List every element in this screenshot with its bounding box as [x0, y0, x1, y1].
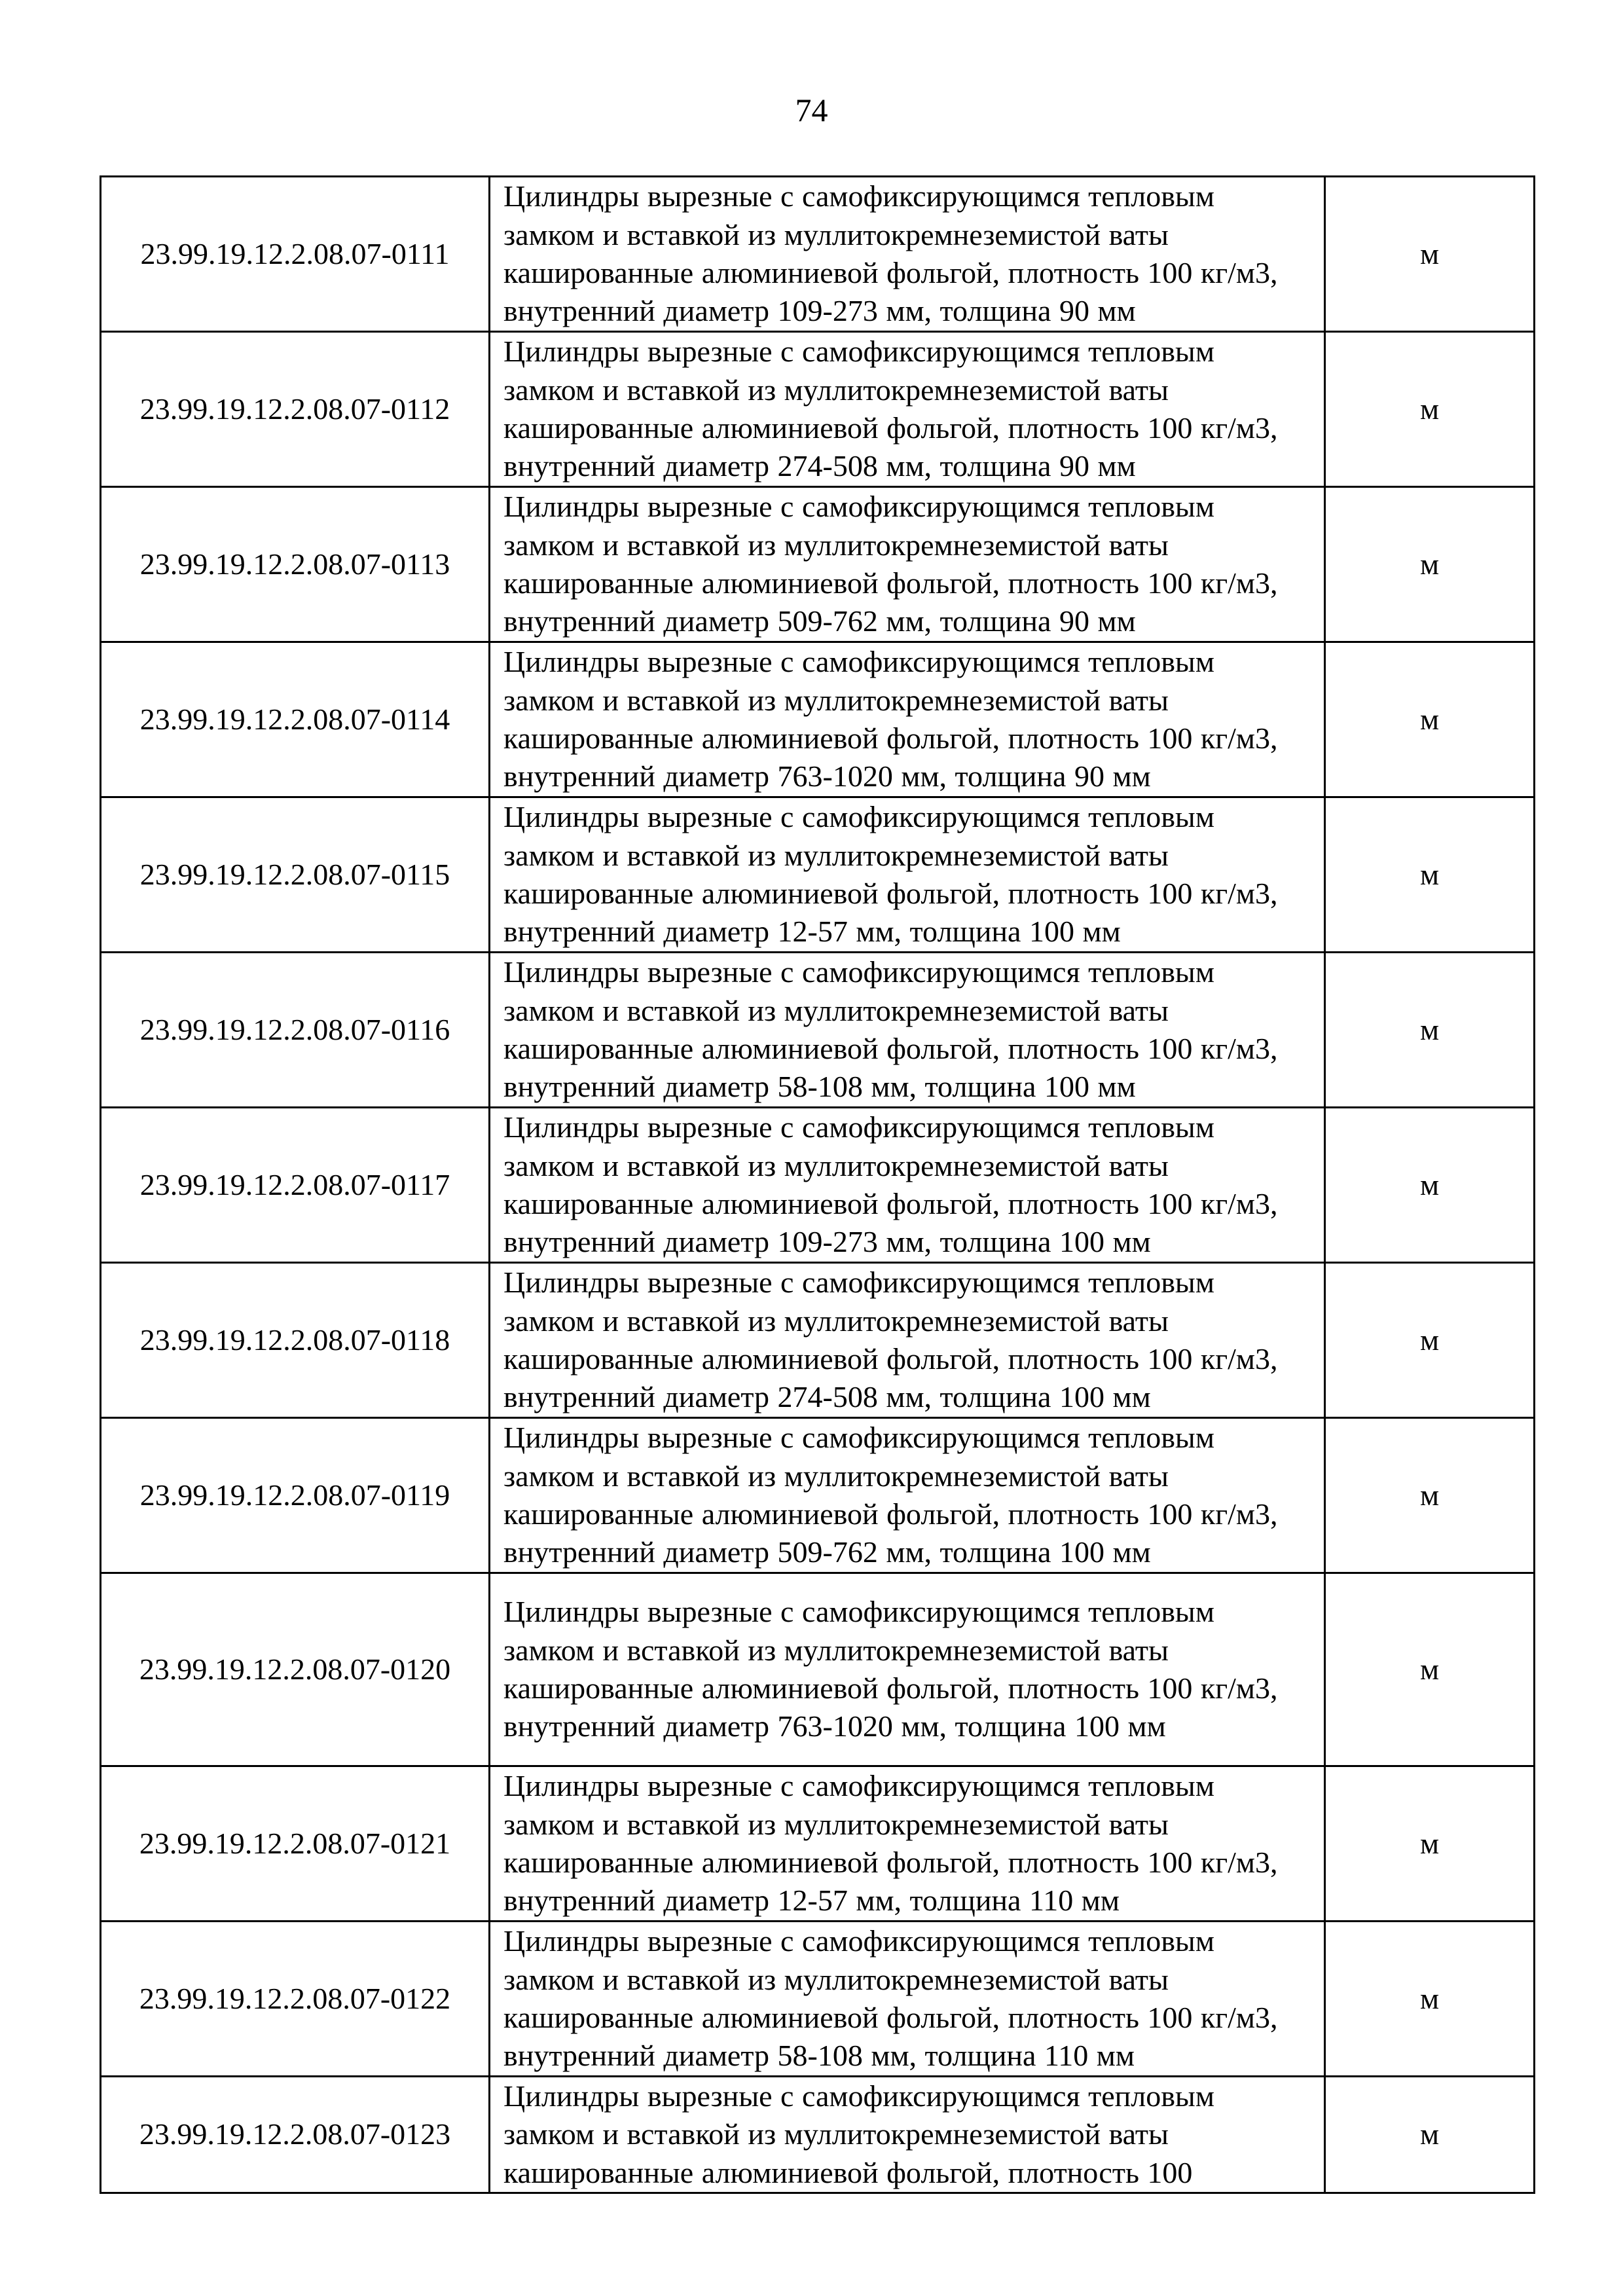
table-row — [101, 1263, 1535, 1418]
resource-code: 23.99.19.12.2.08.07-0123 — [101, 2077, 490, 2193]
resource-description: Цилиндры вырезные с самофиксирующимся тепловым замком и вставкой из муллитокремнеземистой ваты кашированные алюминиевой фольгой, плотность 100 кг/м3, внутренний диаметр 763-1020 мм, толщина 90 мм — [490, 642, 1325, 797]
table-row — [101, 642, 1535, 797]
unit-of-measure: м — [1325, 487, 1535, 642]
unit-of-measure: м — [1325, 2077, 1535, 2193]
unit-of-measure: м — [1325, 177, 1535, 332]
resource-code: 23.99.19.12.2.08.07-0114 — [101, 642, 490, 797]
table-row — [101, 1766, 1535, 1922]
table-row — [101, 1108, 1535, 1263]
unit-of-measure: м — [1325, 1766, 1535, 1922]
resource-code: 23.99.19.12.2.08.07-0119 — [101, 1418, 490, 1573]
resource-description: Цилиндры вырезные с самофиксирующимся тепловым замком и вставкой из муллитокремнеземистой ваты кашированные алюминиевой фольгой, плотность 100 кг/м3, внутренний диаметр 109-273 мм, толщина 100 мм — [490, 1108, 1325, 1263]
table-row — [101, 1922, 1535, 2077]
unit-of-measure: м — [1325, 1418, 1535, 1573]
page-number: 74 — [795, 92, 828, 128]
table-row — [101, 797, 1535, 953]
resource-code: 23.99.19.12.2.08.07-0120 — [101, 1573, 490, 1766]
resource-description: Цилиндры вырезные с самофиксирующимся тепловым замком и вставкой из муллитокремнеземистой ваты кашированные алюминиевой фольгой, плотность 100 — [490, 2077, 1325, 2193]
unit-of-measure: м — [1325, 1108, 1535, 1263]
unit-of-measure: м — [1325, 1922, 1535, 2077]
resource-description: Цилиндры вырезные с самофиксирующимся тепловым замком и вставкой из муллитокремнеземистой ваты кашированные алюминиевой фольгой, плотность 100 кг/м3, внутренний диаметр 12-57 мм, толщина 110 мм — [490, 1766, 1325, 1922]
resource-code: 23.99.19.12.2.08.07-0118 — [101, 1263, 490, 1418]
unit-of-measure: м — [1325, 953, 1535, 1108]
unit-of-measure: м — [1325, 642, 1535, 797]
resource-code: 23.99.19.12.2.08.07-0121 — [101, 1766, 490, 1922]
resource-code: 23.99.19.12.2.08.07-0116 — [101, 953, 490, 1108]
resource-code: 23.99.19.12.2.08.07-0111 — [101, 177, 490, 332]
table-row — [101, 332, 1535, 487]
resource-description: Цилиндры вырезные с самофиксирующимся тепловым замком и вставкой из муллитокремнеземистой ваты кашированные алюминиевой фольгой, плотность 100 кг/м3, внутренний диаметр 274-508 мм, толщина 90 мм — [490, 332, 1325, 487]
resource-code: 23.99.19.12.2.08.07-0117 — [101, 1108, 490, 1263]
table-row — [101, 1573, 1535, 1766]
resource-table — [100, 175, 1535, 2194]
resource-description: Цилиндры вырезные с самофиксирующимся тепловым замком и вставкой из муллитокремнеземистой ваты кашированные алюминиевой фольгой, плотность 100 кг/м3, внутренний диаметр 12-57 мм, толщина 100 мм — [490, 797, 1325, 953]
unit-of-measure: м — [1325, 797, 1535, 953]
resource-description: Цилиндры вырезные с самофиксирующимся тепловым замком и вставкой из муллитокремнеземистой ваты кашированные алюминиевой фольгой, плотность 100 кг/м3, внутренний диаметр 58-108 мм, толщина 110 мм — [490, 1922, 1325, 2077]
resource-description: Цилиндры вырезные с самофиксирующимся тепловым замком и вставкой из муллитокремнеземистой ваты кашированные алюминиевой фольгой, плотность 100 кг/м3, внутренний диаметр 763-1020 мм, толщина 100 мм — [490, 1573, 1325, 1766]
resource-description: Цилиндры вырезные с самофиксирующимся тепловым замком и вставкой из муллитокремнеземистой ваты кашированные алюминиевой фольгой, плотность 100 кг/м3, внутренний диаметр 58-108 мм, толщина 100 мм — [490, 953, 1325, 1108]
resource-description: Цилиндры вырезные с самофиксирующимся тепловым замком и вставкой из муллитокремнеземистой ваты кашированные алюминиевой фольгой, плотность 100 кг/м3, внутренний диаметр 274-508 мм, толщина 100 мм — [490, 1263, 1325, 1418]
table-row — [101, 953, 1535, 1108]
table-row — [101, 177, 1535, 332]
resource-description: Цилиндры вырезные с самофиксирующимся тепловым замком и вставкой из муллитокремнеземистой ваты кашированные алюминиевой фольгой, плотность 100 кг/м3, внутренний диаметр 109-273 мм, толщина 90 мм — [490, 177, 1325, 332]
table-row — [101, 2077, 1535, 2193]
resource-code: 23.99.19.12.2.08.07-0113 — [101, 487, 490, 642]
unit-of-measure: м — [1325, 1263, 1535, 1418]
resource-code: 23.99.19.12.2.08.07-0112 — [101, 332, 490, 487]
resource-code: 23.99.19.12.2.08.07-0122 — [101, 1922, 490, 2077]
resource-code: 23.99.19.12.2.08.07-0115 — [101, 797, 490, 953]
resource-description: Цилиндры вырезные с самофиксирующимся тепловым замком и вставкой из муллитокремнеземистой ваты кашированные алюминиевой фольгой, плотность 100 кг/м3, внутренний диаметр 509-762 мм, толщина 100 мм — [490, 1418, 1325, 1573]
unit-of-measure: м — [1325, 332, 1535, 487]
unit-of-measure: м — [1325, 1573, 1535, 1766]
resource-description: Цилиндры вырезные с самофиксирующимся тепловым замком и вставкой из муллитокремнеземистой ваты кашированные алюминиевой фольгой, плотность 100 кг/м3, внутренний диаметр 509-762 мм, толщина 90 мм — [490, 487, 1325, 642]
table-row — [101, 487, 1535, 642]
table-row — [101, 1418, 1535, 1573]
